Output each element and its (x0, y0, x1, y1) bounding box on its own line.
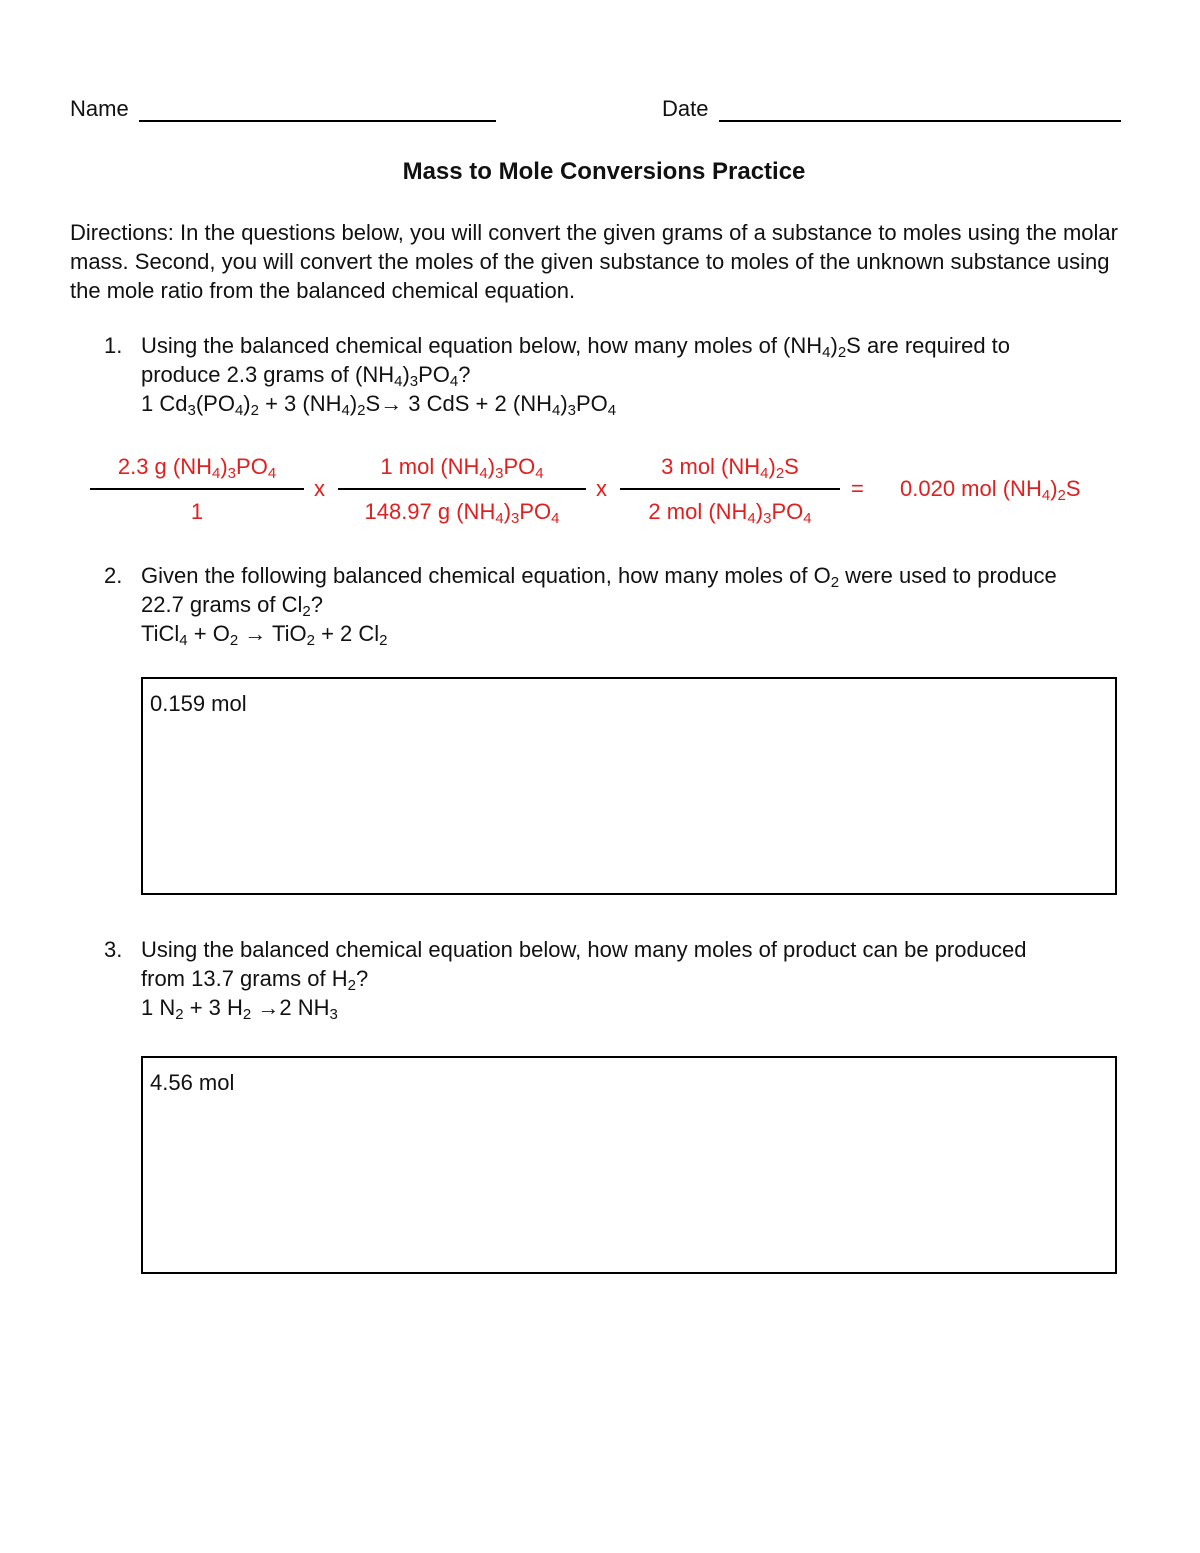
chemical-equation: TiCl$_4$ + $O_2 \to TiO_2 + 2$ $Cl_2$ (141, 621, 388, 649)
date-field-line[interactable] (719, 120, 1121, 122)
answer-text: 0.159 mol (150, 691, 247, 716)
name-field-line[interactable] (139, 120, 496, 122)
fraction-2-denominator: 148.97 g $(NH_4)_3PO_4$ (364, 499, 560, 527)
fraction-1-numerator: 2.3 g $(NH_4)_3PO_4$ (117, 454, 277, 482)
answer-text: 4.56 mol (150, 1070, 235, 1095)
multiply-sign: x (596, 476, 607, 501)
fraction-3-numerator: 3 mol $(NH_4)_2S$ (661, 454, 799, 482)
question-text-line2: 22.7 grams of $Cl_2$? (141, 592, 323, 620)
conversion-work (0, 448, 1200, 538)
question-number: 1. (104, 333, 123, 358)
question-number: 3. (104, 937, 123, 962)
question-number: 2. (104, 563, 123, 588)
question-text-line2: produce 2.3 grams of $(NH_4)_3PO_4$? (141, 362, 471, 390)
answer-box-2[interactable] (141, 677, 1117, 895)
fraction-1-denominator: 1 (190, 499, 204, 524)
question-text-line2: from 13.7 grams of $H_2$? (141, 966, 369, 994)
fraction-3-denominator: 2 mol $(NH_4)_3PO_4$ (648, 499, 812, 527)
question-text: Given the following balanced chemical equation, how many moles of $O_2$ were used to produce (141, 563, 1057, 591)
conversion-result: 0.020 mol $(NH_4)_2S$ (900, 476, 1081, 504)
directions-text: Directions: In the questions below, you will convert the given grams of a substance to moles using the molar mass. Second, you will convert the moles of the given substance to moles of the unknown substance using the mole ratio from the balanced chemical equation. (70, 220, 1118, 303)
chemical-equation: 1 $Cd_3(PO_4)_2 + 3$ $(NH_4)_2S\to 3$ CdS + 2 $(NH_4)_3PO_4$ (141, 391, 617, 419)
chemical-equation: 1 $N_2 + 3$ $H_2 \to 2$ $NH_3$ (141, 995, 338, 1023)
page-title: Mass to Mole Conversions Practice (402, 158, 806, 185)
multiply-sign: x (314, 476, 325, 501)
fraction-2-numerator: 1 mol $(NH_4)_3PO_4$ (380, 454, 544, 482)
equals-sign: = (851, 476, 864, 501)
name-label: Name (70, 96, 129, 121)
fraction-2-bar (338, 488, 586, 490)
question-text: Using the balanced chemical equation below, how many moles of $(NH_4)_2S$ are required to (141, 333, 1011, 361)
fraction-3-bar (620, 488, 840, 490)
fraction-1-bar (90, 488, 304, 490)
date-label: Date (662, 96, 709, 121)
answer-box-3[interactable] (141, 1056, 1117, 1274)
question-text: Using the balanced chemical equation below, how many moles of product can be produced (141, 937, 1027, 962)
